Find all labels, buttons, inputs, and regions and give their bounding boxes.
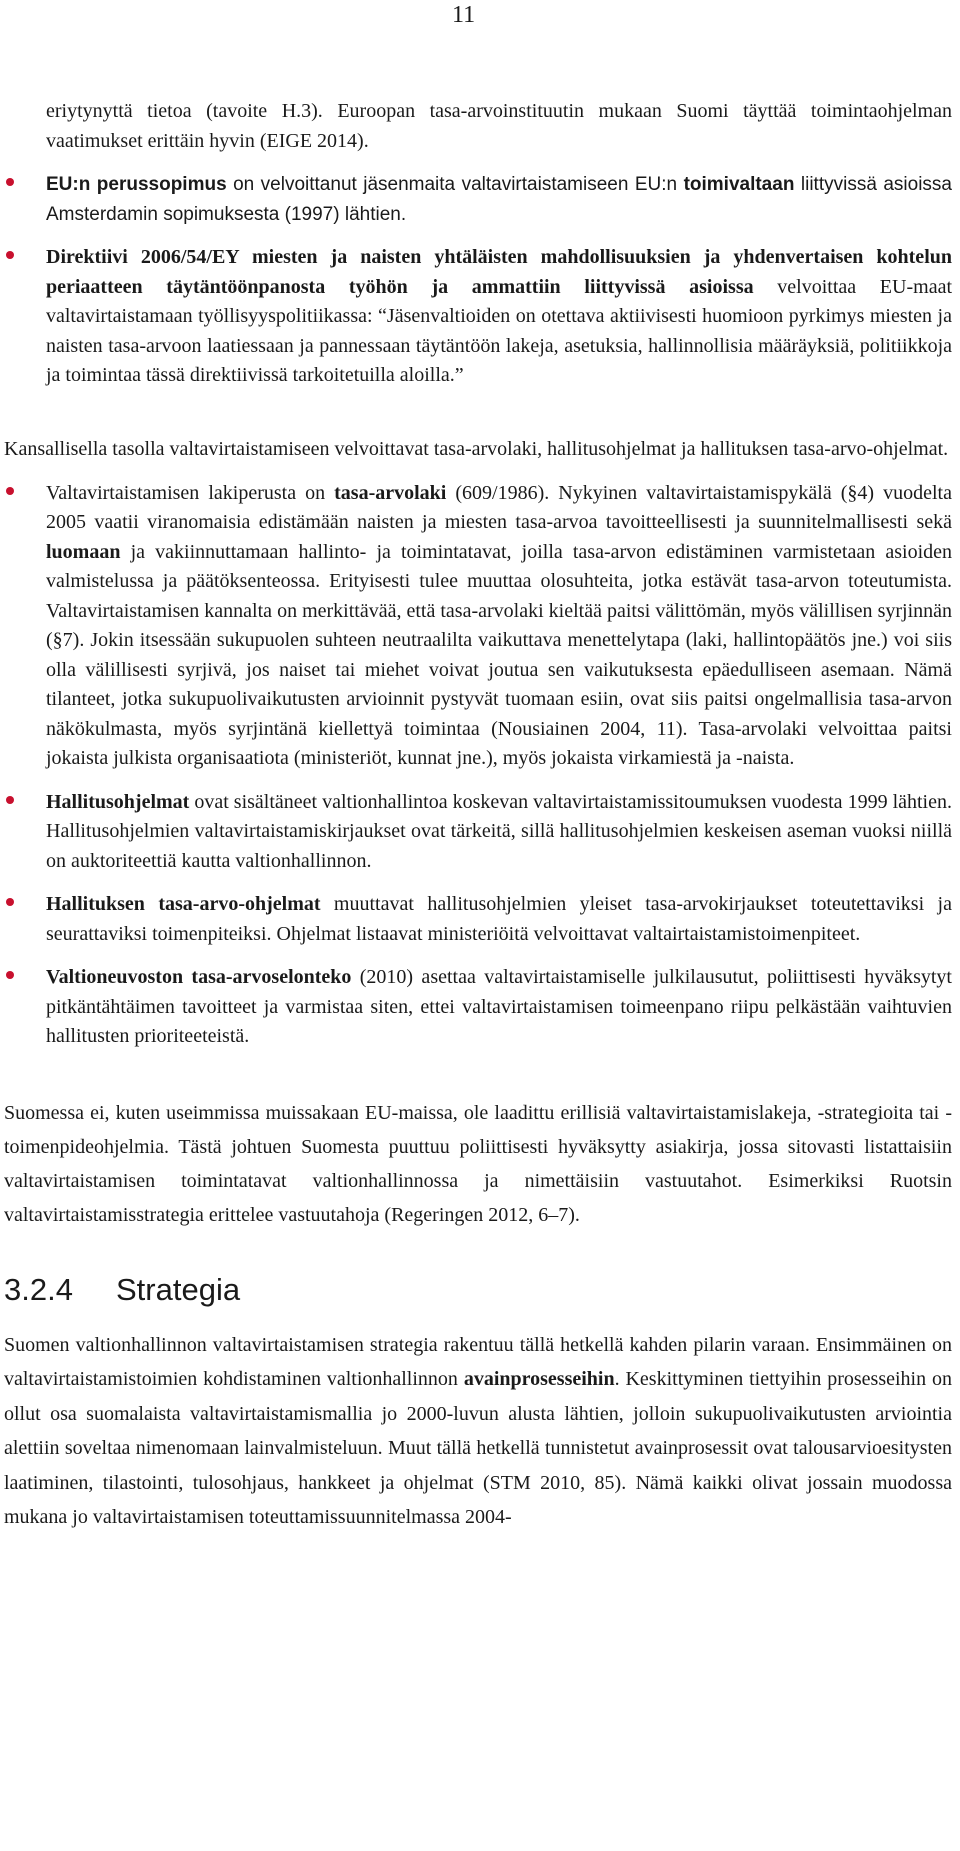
eu-treaty-term: EU:n perussopimus (46, 174, 227, 195)
document-body (4, 97, 952, 1535)
section-title: Strategia (116, 1271, 241, 1307)
bullet-icon (6, 971, 14, 979)
equality-report-text: (2010) asettaa valtavirtaistamiselle julkilausutut, poliittisesti hyväksytyt pitkäntähtäimen tavoitteet ja varmistaa siten, ettei valtavirtaistamisen toimeenpano riipu pelkästään vaihtuvien hallitusten prioriteeteistä. (46, 966, 952, 1047)
bullet-icon (6, 251, 14, 259)
bullet-equality-report (4, 963, 952, 1052)
bullet-equality-programmes (4, 890, 952, 949)
government-programmes-term: Hallitusohjelmat (46, 790, 190, 813)
strategy-paragraph (4, 1328, 952, 1535)
national-intro: Kansallisella tasolla valtavirtaistamiseen velvoittavat tasa-arvolaki, hallitusohjelmat ja hallituksen tasa-arvo-ohjelmat. (4, 437, 949, 460)
eu-treaty-text-1: on velvoittanut jäsenmaita valtavirtaistamiseen EU:n (226, 174, 684, 195)
bullet-icon (6, 178, 14, 186)
equality-act-text-1: Valtavirtaistamisen lakiperusta on (46, 481, 335, 504)
bullet-icon (6, 898, 14, 906)
government-programmes-text: ovat sisältäneet valtionhallintoa koskevan valtavirtaistamissitoumuksen vuodesta 1999 lähtien. Hallitusohjelmien valtavirtaistamiskirjaukset ovat tärkeitä, sillä hallitusohjelmien keskeisen aseman vuoksi niillä on auktoriteettiä kautta valtionhallinnon. (46, 790, 952, 872)
continuation-text: eriytynyttä tietoa (tavoite H.3). Euroopan tasa-arvoinstituutin mukaan Suomi täyttää toimintaohjelman vaatimukset erittäin hyvin (EIGE 2014). (46, 100, 952, 152)
bullet-eu-treaty (4, 170, 952, 229)
create-term: luomaan (46, 540, 121, 563)
strategy-text-2: . Keskittyminen tiettyihin prosesseihin on ollut osa suomalaista valtavirtaistamismallia jo 2000-luvun alusta lähtien, jolloin sukupuolivaikutusten arviointia alettiin soveltaa nimenomaan lainvalmisteluun. Muut tällä hetkellä tunnistetut avainprosessit ovat talousarvioesitysten laatiminen, tilastointi, tulosohjaus, hankkeet ja ohjelmat (STM 2010, 85). Nämä kaikki olivat jossain muodossa mukana jo valtavirtaistamisen toteuttamissuunnitelmassa 2004- (4, 1368, 952, 1528)
directive-text: velvoittaa EU-maat valtavirtaistamaan työllisyyspolitiikassa: “Jäsenvaltioiden on otettava aktiivisesti huomioon pyrkimys miesten ja naisten tasa-arvoon laatiessaan ja pannessaan täytäntöön lakeja, asetuksia, hallinnollisia määräyksiä, politiikkoja ja toimintaa tässä direktiivissä tarkoitetuilla aloilla.” (46, 275, 952, 386)
page-number: 11 (452, 2, 476, 28)
bullet-equality-act (4, 479, 952, 774)
bullet-icon (6, 796, 14, 804)
section-number: 3.2.4 (4, 1271, 73, 1307)
competence-term: toimivaltaan (683, 174, 795, 195)
bullet-government-programmes (4, 788, 952, 877)
strategy-text-1: Suomen valtionhallinnon valtavirtaistamisen strategia rakentuu tällä hetkellä kahden pilarin varaan. Ensimmäinen on valtavirtaistamistoimien kohdistaminen valtionhallinnon (4, 1333, 952, 1390)
equality-programmes-text: muuttavat hallitusohjelmien yleiset tasa-arvokirjaukset toteutettaviksi ja seurattaviksi toimenpiteiksi. Ohjelmat listaavat ministeriöitä velvoittavat valtairtaistamistoimenpiteet. (46, 893, 952, 945)
equality-programmes-term: Hallituksen tasa-arvo-ohjelmat (46, 893, 321, 915)
directive-term: Direktiivi 2006/54/EY miesten ja naisten yhtäläisten mahdollisuuksien ja yhdenvertaisen kohtelun periaatteen täytäntöönpanosta työhön ja ammattiin liittyvissä asioissa (46, 246, 952, 298)
equality-act-text-2: (609/1986). Nykyinen valtavirtaistamispykälä (§4) vuodelta 2005 vaatii viranomaisia edistämään naisten ja miesten tasa-arvoa tavoitteellisesti ja suunnitelmallisesti sekä (46, 481, 952, 533)
equality-report-term: Valtioneuvoston tasa-arvoselonteko (46, 966, 352, 988)
equality-act-text-3: ja vakiinnuttamaan hallinto- ja toimintatavat, joilla tasa-arvon edistäminen varmistetaan asioiden valmistelussa ja päätöksenteossa. Erityisesti tulee muuttaa olosuhteita, jotka estävät tasa-arvon toteutumista. Valtavirtaistamisen kannalta on merkittävää, että tasa-arvolaki kieltää paitsi välittömän, myös välillisen syrjinnän (§7). Jokin itsessään sukupuolen suhteen neutraalilta vaikuttava menettelytapa (laki, hallintopäätös jne.) voi siis olla välillisesti syrjivä, jos naiset tai miehet voivat joutua sen vaikutuksesta epäedulliseen asemaan. Nämä tilanteet, jotka sukupuolivaikutusten arvioinnit pystyvät tuomaan esiin, ovat siis paitsi ongelmallisia tasa-arvon näkökulmasta, myös syrjintänä kiellettyä toimintaa (Nousiainen 2004, 11). Tasa-arvolaki velvoittaa paitsi jokaista julkista organisaatiota (ministeriöt, kunnat jne.), myös jokaista virkamiestä ja -naista. (46, 540, 952, 769)
bullet-icon (6, 487, 14, 495)
key-processes-term: avainprosesseihin (463, 1368, 615, 1390)
section-heading (4, 1270, 952, 1310)
finland-paragraph: Suomessa ei, kuten useimmissa muissakaan EU-maissa, ole laadittu erillisiä valtavirtaistamislakeja, -strategioita tai -toimenpideohjelmia. Tästä johtuen Suomesta puuttuu poliittisesti hyväksytty asiakirja, jossa sitovasti listattaisiin valtavirtaistamisen toimintatavat valtionhallinnossa ja nimettäisiin vastuutahot. Esimerkiksi Ruotsin valtavirtaistamisstrategia erittelee vastuutahoja (Regeringen 2012, 6–7). (4, 1101, 952, 1226)
bullet-directive (4, 243, 952, 391)
eu-treaty-text-2: liittyvissä asioissa Amsterdamin sopimuksesta (1997) lähtien. (46, 174, 952, 225)
equality-act-term: tasa-arvolaki (334, 481, 447, 504)
